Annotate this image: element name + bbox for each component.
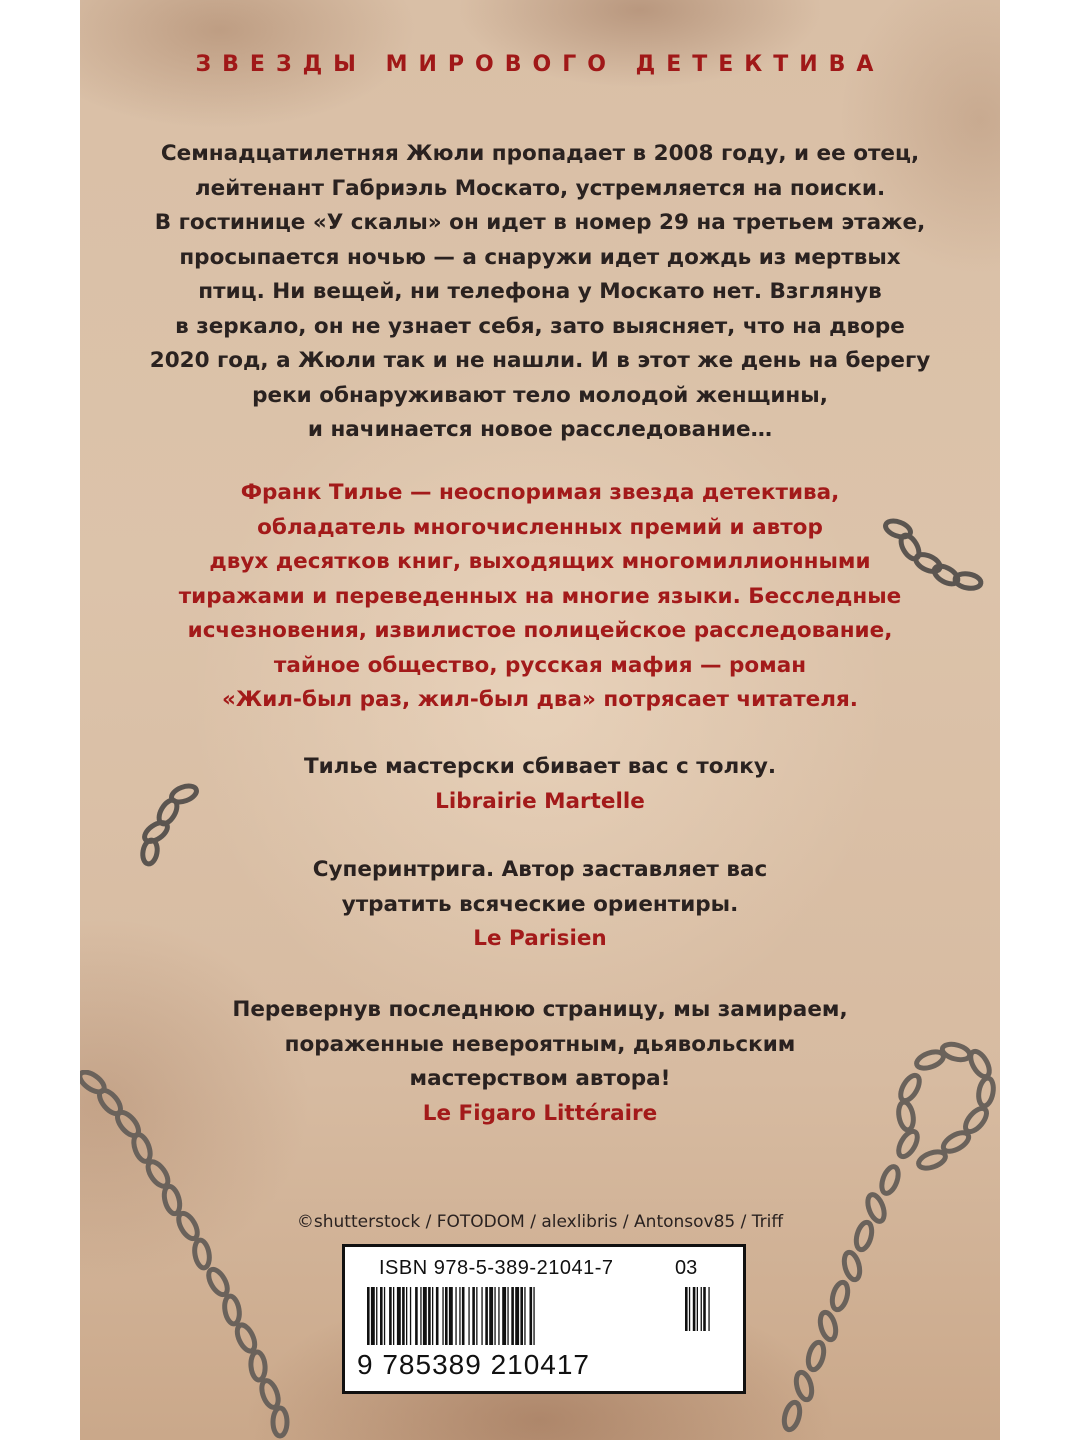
synopsis-line: реки обнаруживают тело молодой женщины,: [252, 382, 828, 408]
synopsis-line: в зеркало, он не узнает себя, зато выясняет, что на дворе: [175, 313, 905, 339]
synopsis-line: 2020 год, а Жюли так и не нашли. И в этот же день на берегу: [149, 348, 931, 373]
synopsis-paragraph: [80, 137, 1000, 448]
isbn-barcode: [342, 1244, 746, 1394]
book-back-cover: [80, 0, 1000, 1440]
review-line: утратить всяческие ориентиры.: [341, 891, 739, 917]
synopsis-line: лейтенант Габриэль Москато, устремляется на поиски.: [194, 175, 886, 201]
author-blurb-line: обладатель многочисленных премий и автор: [257, 514, 823, 540]
review-line: мастерством автора!: [409, 1066, 671, 1091]
isbn-text: ISBN 978-5-389-21041-7: [379, 1257, 614, 1279]
barcode-bars: [367, 1287, 727, 1351]
review-quote: [80, 750, 1000, 819]
review-quote: [80, 993, 1000, 1131]
synopsis: [80, 137, 1000, 448]
isbn-addon-code: 03: [675, 1257, 698, 1279]
review-source: Le Parisien: [473, 926, 607, 951]
synopsis-line: В гостинице «У скалы» он идет в номер 29 на третьем этаже,: [154, 210, 926, 235]
review-line: пораженные невероятным, дьявольским: [284, 1031, 796, 1057]
author-blurb-line: тайное общество, русская мафия — роман: [273, 652, 807, 678]
synopsis-line: просыпается ночью — а снаружи идет дождь из мертвых: [179, 244, 901, 270]
synopsis-line: Семнадцатилетняя Жюли пропадает в 2008 году, и ее отец,: [160, 141, 920, 166]
author-blurb-line: двух десятков книг, выходящих многомиллионными: [209, 549, 871, 574]
review-text: [80, 853, 1000, 957]
review-line: Перевернув последнюю страницу, мы замираем,: [232, 997, 848, 1022]
review-text: [80, 993, 1000, 1131]
author-blurb-line: Франк Тилье — неоспоримая звезда детектива,: [240, 480, 840, 505]
synopsis-line: и начинается новое расследование…: [307, 417, 773, 442]
author-blurb-paragraph: [80, 476, 1000, 718]
ean-digits: 9 785389 210417: [357, 1349, 590, 1380]
author-blurb-line: «Жил-был раз, жил-был два» потрясает читателя.: [222, 687, 858, 712]
review-source: Le Figaro Littéraire: [422, 1100, 658, 1126]
review-line: Тилье мастерски сбивает вас с толку.: [303, 754, 777, 779]
series-title: ЗВЕЗДЫ МИРОВОГО ДЕТЕКТИВА: [195, 52, 885, 77]
review-quote: [80, 853, 1000, 957]
review-line: Суперинтрига. Автор заставляет вас: [312, 857, 768, 882]
author-blurb-line: тиражами и переведенных на многие языки. Бесследные: [178, 583, 902, 609]
author-blurb-line: исчезновения, извилистое полицейское расследование,: [187, 618, 893, 643]
author-blurb: [80, 476, 1000, 718]
photo-credits: ©shutterstock / FOTODOM / alexlibris / Antonsov85 / Triff: [296, 1212, 784, 1232]
synopsis-line: птиц. Ни вещей, ни телефона у Москато нет. Взглянув: [198, 279, 882, 304]
review-text: [80, 750, 1000, 819]
review-source: Librairie Martelle: [435, 788, 645, 814]
